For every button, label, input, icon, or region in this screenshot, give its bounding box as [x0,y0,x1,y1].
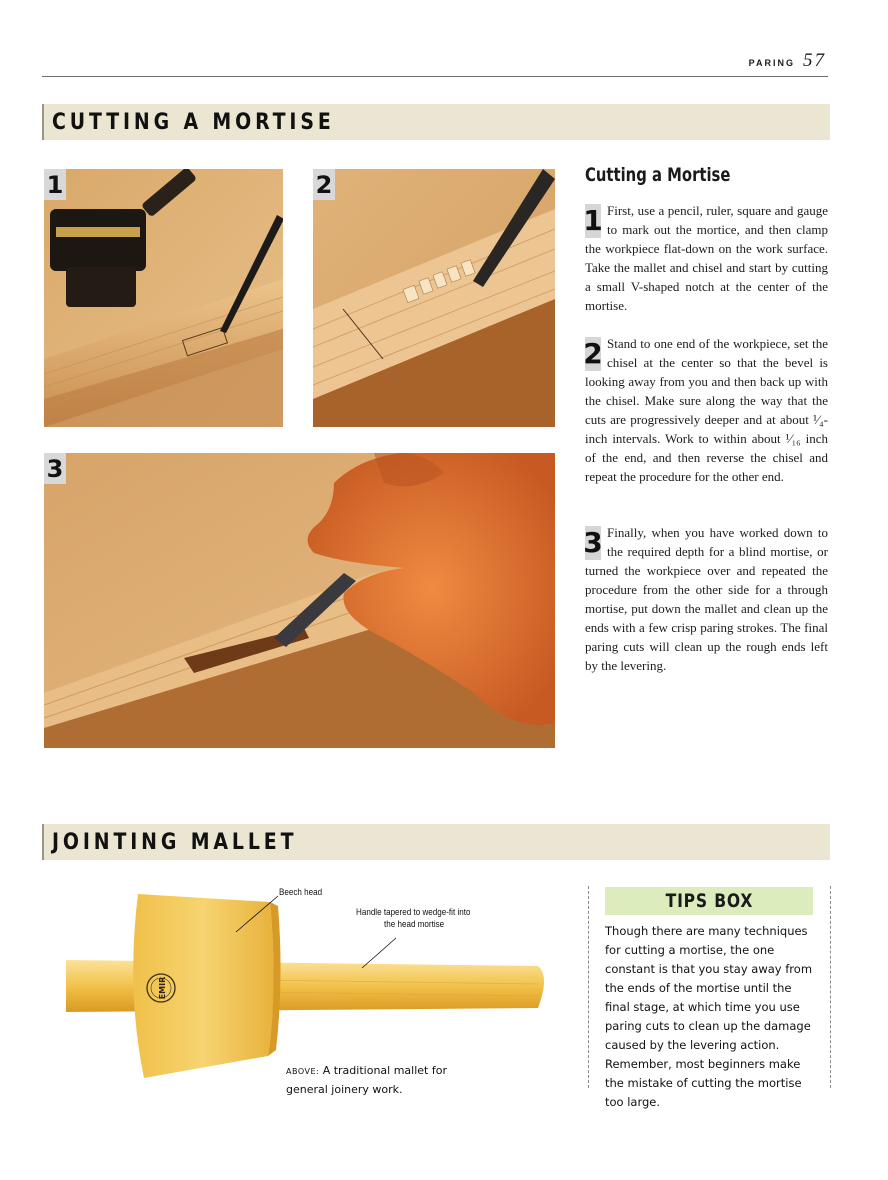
caption-lead: ABOVE: [286,1067,320,1076]
caption-text: A traditional mallet for general joinery work. [286,1064,447,1096]
step-text-3: Finally, when you have worked down to the required depth for a blind mortise, or turned the workpiece over and repeated the procedure from the other side for a through mortise, put down the mallet and clean up the ends with a few crisp paring strokes. The final paring cuts will clean up the rough ends left by the levering. [585,525,828,673]
page-number: 57 [803,50,826,71]
photo-step-1 [44,169,283,427]
step-2 [585,334,828,486]
running-head [749,50,826,72]
photo-number-2: 2 [313,169,335,200]
photo-step-3 [44,453,555,748]
photo-2-image [313,169,555,427]
photo-number-1: 1 [44,169,66,200]
section-bar-mortise [42,104,830,140]
section-bar-mallet [42,824,830,860]
header-rule [42,76,828,77]
mallet-illustration [58,880,558,1085]
step-number-3: 3 [583,526,603,559]
photo-1-image [44,169,283,427]
callout-handle-line1: Handle tapered to wedge-fit into [356,907,471,918]
column-heading: Cutting a Mortise [585,164,731,186]
step-text-1: First, use a pencil, ruler, square and gauge to mark out the mortice, and then clamp the workpiece flat-down on the work surface. Take the mallet and chisel and start by cutting a small V-shaped notch at the center of the mortise. [585,203,828,313]
mallet-brand-text: EMIR [158,976,167,1000]
running-head-section: PARING [748,58,795,68]
step-1 [585,201,828,315]
callout-handle-line2: the head mortise [384,919,445,930]
section-title-mortise: CUTTING A MORTISE [52,109,335,135]
photo-3-image [44,453,555,748]
tips-body: Though there are many techniques for cutting a mortise, the one constant is that you stay away from the ends of the mortise until the final stage, at which time you use paring cuts to clean up the damage caused by the levering action. Remember, most beginners make the mistake of cutting the mortise too large. [605,924,813,1109]
photo-number-3: 3 [44,453,66,484]
step-number-1: 1 [583,204,603,237]
step-3 [585,523,828,675]
step-text-2: Stand to one end of the workpiece, set the chisel at the center so that the bevel is looking away from you and then back up with the chisel. Make sure along the way that the cuts are progressively deeper and at about ¹⁄₄-inch intervals. Work to within about ¹⁄₁₆ inch of the end, and then reverse the chisel and repeat the procedure for the other end. [585,336,828,484]
section-title-mallet: JOINTING MALLET [52,829,298,855]
tips-box [588,886,831,1109]
tips-title: TIPS BOX [665,890,753,912]
mallet-caption [286,1062,456,1099]
callout-beech-head: Beech head [279,887,323,898]
photo-step-2 [313,169,555,427]
tips-title-bar [605,887,813,915]
step-number-2: 2 [583,337,603,370]
mallet-image [58,880,558,1080]
